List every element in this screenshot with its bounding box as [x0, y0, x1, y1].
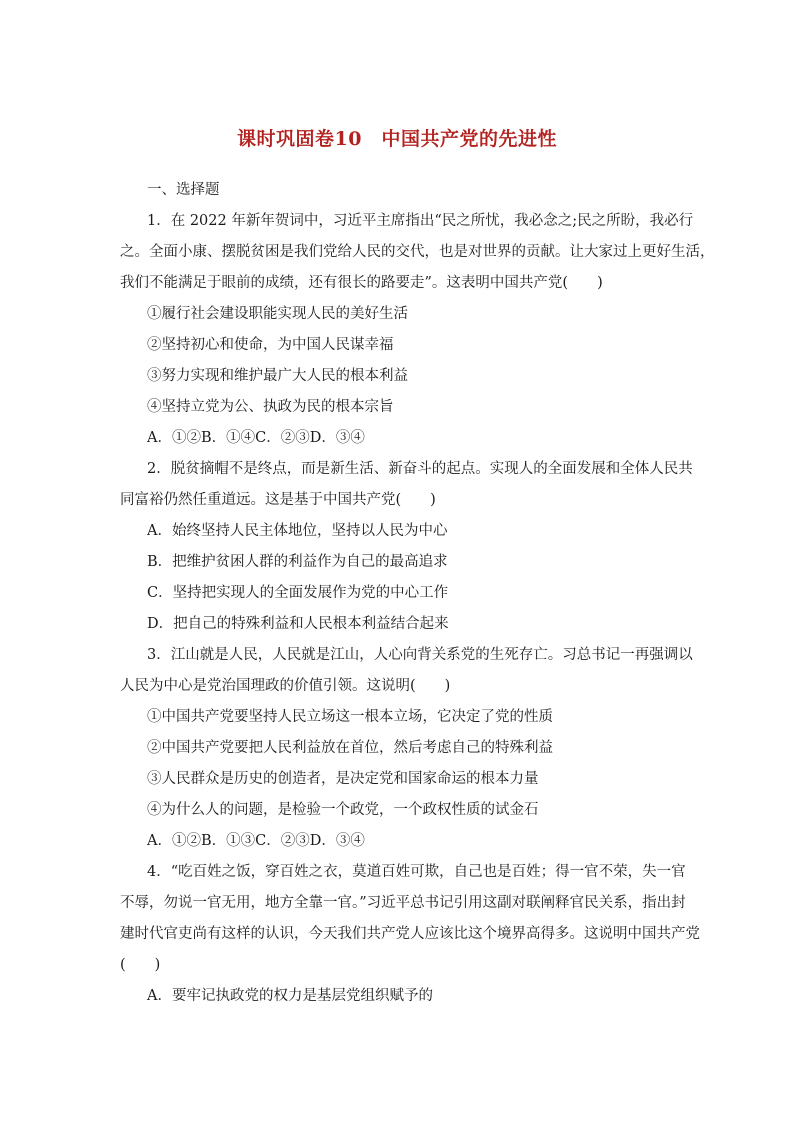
question-2-line-2: 同富裕仍然任重道远。这是基于中国共产党( )	[120, 492, 436, 508]
question-1-item-4: ④坚持立党为公、执政为民的根本宗旨	[147, 399, 394, 415]
question-2-option-d: D．把自己的特殊利益和人民根本利益结合起来	[147, 616, 449, 632]
section-heading: 一、选择题	[147, 182, 220, 198]
question-3-item-1: ①中国共产党要坚持人民立场这一根本立场，它决定了党的性质	[147, 709, 553, 725]
document-title: 课时巩固卷10 中国共产党的先进性	[237, 128, 557, 150]
question-1-line-3: 我们不能满足于眼前的成绩，还有很长的路要走”。这表明中国共产党( )	[120, 275, 603, 291]
question-2-option-b: B．把维护贫困人群的利益作为自己的最高追求	[147, 554, 448, 570]
question-1-line-1: 1．在 2022 年新年贺词中，习近平主席指出“民之所忧，我必念之;民之所盼，我必行	[147, 213, 694, 229]
question-4-line-4: ( )	[120, 957, 161, 973]
question-2-option-c: C．坚持把实现人的全面发展作为党的中心工作	[147, 585, 449, 601]
question-3-item-2: ②中国共产党要把人民利益放在首位，然后考虑自己的特殊利益	[147, 740, 553, 756]
question-3-item-3: ③人民群众是历史的创造者，是决定党和国家命运的根本力量	[147, 771, 539, 787]
question-4-option-a: A．要牢记执政党的权力是基层党组织赋予的	[147, 988, 433, 1004]
question-4-line-2: 不辱，勿说一官无用，地方全靠一官。”习近平总书记引用这副对联阐释官民关系，指出封	[120, 895, 686, 911]
question-2-option-a: A．始终坚持人民主体地位，坚持以人民为中心	[147, 523, 448, 539]
question-1-item-3: ③努力实现和维护最广大人民的根本利益	[147, 368, 408, 384]
question-1-line-2: 之。全面小康、摆脱贫困是我们党给人民的交代，也是对世界的贡献。让大家过上更好生活，	[120, 244, 715, 260]
question-2-line-1: 2．脱贫摘帽不是终点，而是新生活、新奋斗的起点。实现人的全面发展和全体人民共	[147, 461, 693, 477]
question-3-options: A．①②B．①③C．②③D．③④	[147, 833, 365, 849]
question-3-line-2: 人民为中心是党治国理政的价值引领。这说明( )	[120, 678, 451, 694]
question-4-line-3: 建时代官吏尚有这样的认识，今天我们共产党人应该比这个境界高得多。这说明中国共产党	[120, 926, 700, 942]
question-1-options: A．①②B．①④C．②③D．③④	[147, 430, 365, 446]
question-3-line-1: 3．江山就是人民，人民就是江山，人心向背关系党的生死存亡。习总书记一再强调以	[147, 647, 693, 663]
question-1-item-1: ①履行社会建设职能实现人民的美好生活	[147, 306, 408, 322]
question-3-item-4: ④为什么人的问题，是检验一个政党，一个政权性质的试金石	[147, 802, 539, 818]
question-4-line-1: 4．“吃百姓之饭，穿百姓之衣，莫道百姓可欺，自己也是百姓；得一官不荣，失一官	[147, 864, 686, 880]
question-1-item-2: ②坚持初心和使命，为中国人民谋幸福	[147, 337, 394, 353]
